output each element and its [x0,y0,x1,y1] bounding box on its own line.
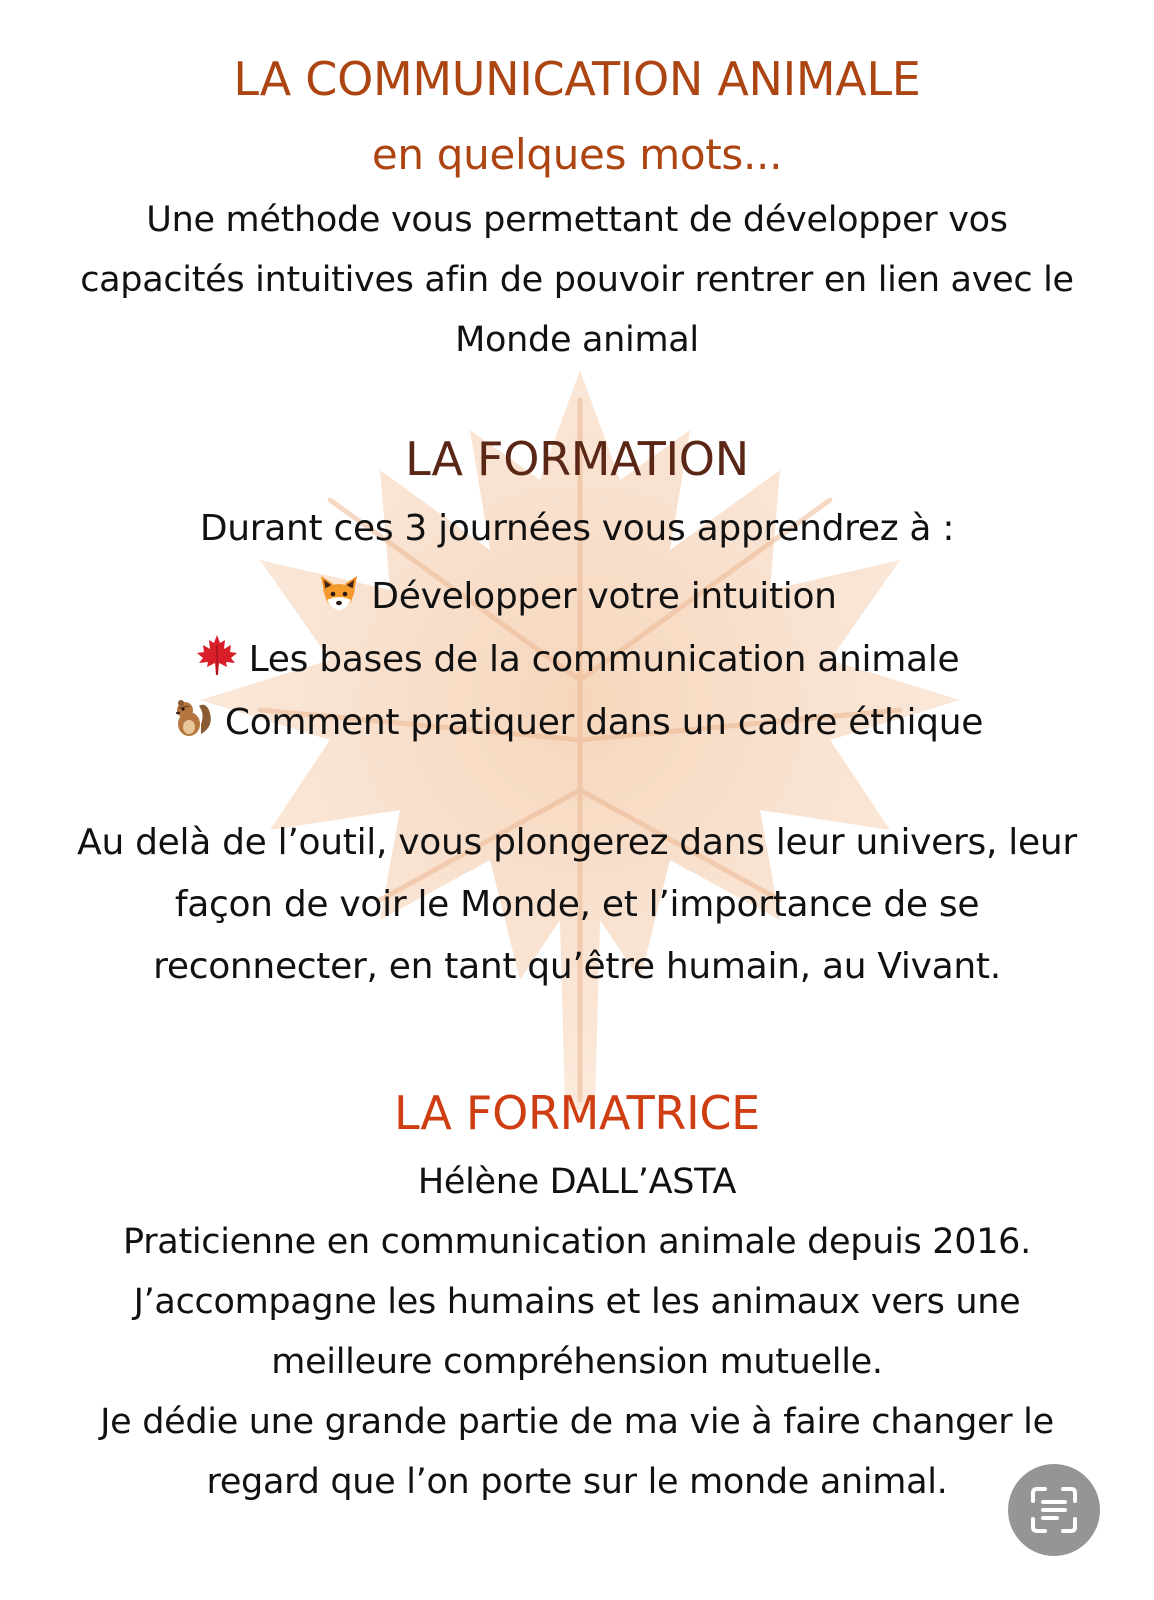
formatrice-paragraph-line: Je dédie une grande partie de ma vie à faire changer le [100,1402,1054,1442]
formatrice-paragraph-line: J’accompagne les humains et les animaux vers une [133,1282,1021,1322]
formation-paragraph-line: reconnecter, en tant qu’être humain, au Vivant. [153,946,1001,987]
maple-leaf-emoji-icon [195,633,239,677]
formation-lead: Durant ces 3 journées vous apprendrez à : [199,508,955,549]
formatrice-name: Hélène DALL’ASTA [417,1162,737,1202]
formation-paragraph-line: façon de voir le Monde, et l’importance de se [174,884,980,925]
formatrice-paragraph-line: regard que l’on porte sur le monde animal. [206,1462,948,1502]
formation-heading: LA FORMATION [405,432,749,486]
intro-line: Une méthode vous permettant de développer vos [146,200,1008,240]
formation-item-text: Comment pratiquer dans un cadre éthique [224,702,984,743]
formation-item [0,696,1154,743]
formation-item-text: Les bases de la communication animale [248,639,960,680]
formation-item [0,633,1154,680]
formatrice-paragraph-line: Praticienne en communication animale depuis 2016. [123,1222,1031,1262]
formation-paragraph-line: Au delà de l’outil, vous plongerez dans leur univers, leur [77,822,1077,863]
intro-line: Monde animal [455,320,699,360]
formation-item-text: Développer votre intuition [371,576,837,617]
fox-emoji-icon [317,570,361,614]
formatrice-paragraph-line: meilleure compréhension mutuelle. [271,1342,883,1382]
live-text-scan-button[interactable] [1008,1464,1100,1556]
intro-line: capacités intuitives afin de pouvoir rentrer en lien avec le [80,260,1074,300]
scan-text-icon [1027,1483,1081,1537]
formation-item [0,570,1154,617]
formatrice-heading: LA FORMATRICE [394,1086,760,1140]
main-title: LA COMMUNICATION ANIMALE [233,52,921,106]
chipmunk-emoji-icon [171,696,215,740]
subtitle: en quelques mots... [371,130,783,179]
